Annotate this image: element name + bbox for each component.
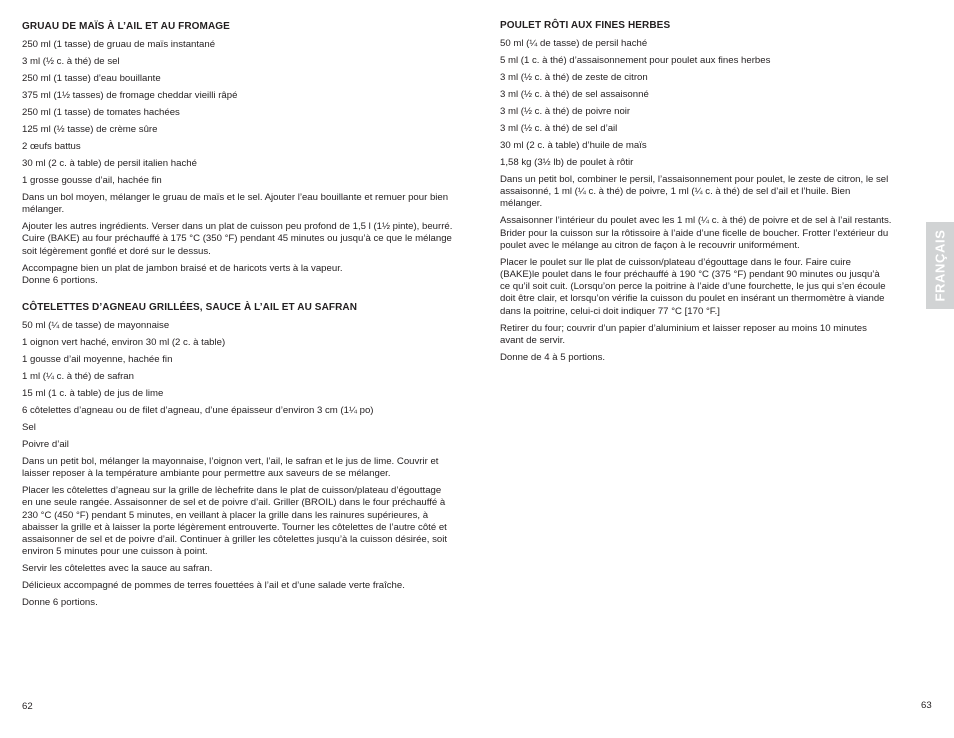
instruction-paragraph: Dans un petit bol, combiner le persil, l’assaisonnement pour poulet, le zeste de citron, le sel assaisonné, 1 ml (¼ c. à thé) de poivre, 1 ml (¼ c. à thé) de sel d’ail et l’huile. Bien mélanger.	[500, 174, 889, 210]
instruction-paragraph: Placer les côtelettes d’agneau sur la grille de lèchefrite dans le plat de cuisson/plateau d’égouttage en une seule rangée. Assaisonner de sel et de poivre d’ail. Griller (BROIL) dans le four préchauffé à 230 °C (450 °F) pendant 5 minutes, en veillant à placer la grille dans les rainures supérieures, à abaisser la grille et à laisser la porte légèrement entrouverte. Tourner les côtelettes de l’autre côté et assaisonner de sel et de poivre d’ail. Continuer à griller les côtelettes jusqu’à la cuisson désirée, soit environ 5 minutes pour une cuisson à point.	[22, 485, 448, 558]
instruction-paragraph: Délicieux accompagné de pommes de terres fouettées à l’ail et d’une salade verte fraîche.	[22, 580, 405, 592]
ingredient-line: 50 ml (¼ de tasse) de mayonnaise	[22, 320, 170, 332]
instruction-paragraph: Assaisonner l’intérieur du poulet avec les 1 ml (¼ c. à thé) de poivre et de sel à l’ail restants. Brider pour la cuisson sur la rôtissoire à l’aide d’une ficelle de boucher. Frotter l’extérieur du poulet avec le mélange au citron de façon à le recouvrir uniformément.	[500, 215, 892, 251]
page-number-left: 62	[22, 701, 33, 712]
ingredient-line: 6 côtelettes d’agneau ou de filet d’agneau, d’une épaisseur d’environ 3 cm (1¼ po)	[22, 405, 374, 417]
ingredient-line: 50 ml (¼ de tasse) de persil haché	[500, 38, 648, 49]
ingredient-line: 30 ml (2 c. à table) de persil italien haché	[22, 158, 197, 169]
instruction-paragraph: Placer le poulet sur lle plat de cuisson/plateau d’égouttage dans le four. Faire cuire (BAKE)le poulet dans le four préchauffé à 190 °C (375 °F) pendant 90 minutes ou jusqu’à ce qu’il soit cuit. (Lorsqu’on perce la poitrine à l’aide d’une fourchette, le jus qui s’en écoule doit être clair, et lorsqu’on vérifie la cuisson du poulet en insérant un thermomètre à viande dans la poitrine, celui-ci doit indiquer 77 °C [170 °F.]	[500, 256, 886, 317]
ingredient-line: 125 ml (½ tasse) de crème sûre	[22, 124, 158, 135]
right-column	[500, 20, 892, 369]
recipe-title-lamb-chops: CÔTELETTES D’AGNEAU GRILLÉES, SAUCE À L’AIL ET AU SAFRAN	[22, 302, 358, 314]
ingredient-line: 3 ml (½ c. à thé) de sel d’ail	[500, 123, 618, 134]
ingredient-line: 250 ml (1 tasse) de tomates hachées	[22, 107, 180, 118]
ingredient-line: Poivre d’ail	[22, 439, 69, 451]
ingredient-line: 250 ml (1 tasse) de gruau de maïs instantané	[22, 39, 216, 50]
ingredient-line: 5 ml (1 c. à thé) d’assaisonnement pour poulet aux fines herbes	[500, 55, 771, 66]
instruction-paragraph: Servir les côtelettes avec la sauce au safran.	[22, 563, 213, 575]
ingredient-line: 250 ml (1 tasse) d’eau bouillante	[22, 73, 161, 84]
instruction-paragraph: Donne de 4 à 5 portions.	[500, 351, 606, 363]
instruction-paragraph: Dans un petit bol, mélanger la mayonnaise, l’oignon vert, l’ail, le safran et le jus de lime. Couvrir et laisser reposer à la température ambiante pour permettre aux saveurs de se mélanger.	[22, 456, 439, 480]
ingredient-line: 2 œufs battus	[22, 141, 81, 152]
ingredient-line: 1 gousse d’ail moyenne, hachée fin	[22, 354, 173, 366]
ingredient-line: 3 ml (½ c. à thé) de poivre noir	[500, 106, 631, 117]
left-column	[22, 21, 454, 614]
instruction-paragraph: Ajouter les autres ingrédients. Verser dans un plat de cuisson peu profond de 1,5 l (1½ pinte), beurré. Cuire (BAKE) au four préchauffé à 175 °C (350 °F) pendant 45 minutes ou jusqu’à ce que le mélange soit légèrement gonflé et doré sur le dessus.	[22, 221, 453, 257]
ingredient-line: 3 ml (½ c. à thé) de sel assaisonné	[500, 89, 649, 100]
ingredient-line: 1 oignon vert haché, environ 30 ml (2 c. à table)	[22, 337, 226, 349]
language-tab-label: FRANÇAIS	[932, 229, 948, 302]
ingredient-line: 1 grosse gousse d’ail, hachée fin	[22, 175, 162, 186]
instruction-paragraph: Accompagne bien un plat de jambon braisé et de haricots verts à la vapeur. Donne 6 portions.	[22, 262, 343, 286]
ingredient-line: 15 ml (1 c. à table) de jus de lime	[22, 388, 164, 400]
language-tab	[926, 222, 954, 309]
right-page	[477, 0, 954, 738]
instruction-paragraph: Retirer du four; couvrir d’un papier d’aluminium et laisser reposer au moins 10 minutes avant de servir.	[500, 322, 867, 346]
ingredient-line: 1,58 kg (3½ lb) de poulet à rôtir	[500, 157, 634, 168]
ingredient-line: 3 ml (½ c. à thé) de zeste de citron	[500, 72, 648, 83]
recipe-title-roast-chicken: POULET RÔTI AUX FINES HERBES	[500, 20, 671, 31]
page-number-right: 63	[921, 700, 932, 711]
instruction-paragraph: Donne 6 portions.	[22, 597, 98, 609]
ingredient-line: 1 ml (¼ c. à thé) de safran	[22, 371, 134, 383]
ingredient-line: Sel	[22, 422, 36, 434]
ingredient-line: 375 ml (1½ tasses) de fromage cheddar vieilli râpé	[22, 90, 238, 101]
recipe-title-grits: GRUAU DE MAÏS À L’AIL ET AU FROMAGE	[22, 21, 230, 32]
ingredient-line: 30 ml (2 c. à table) d’huile de maïs	[500, 140, 647, 151]
ingredient-line: 3 ml (½ c. à thé) de sel	[22, 56, 120, 67]
instruction-paragraph: Dans un bol moyen, mélanger le gruau de maïs et le sel. Ajouter l’eau bouillante et remuer pour bien mélanger.	[22, 192, 449, 216]
